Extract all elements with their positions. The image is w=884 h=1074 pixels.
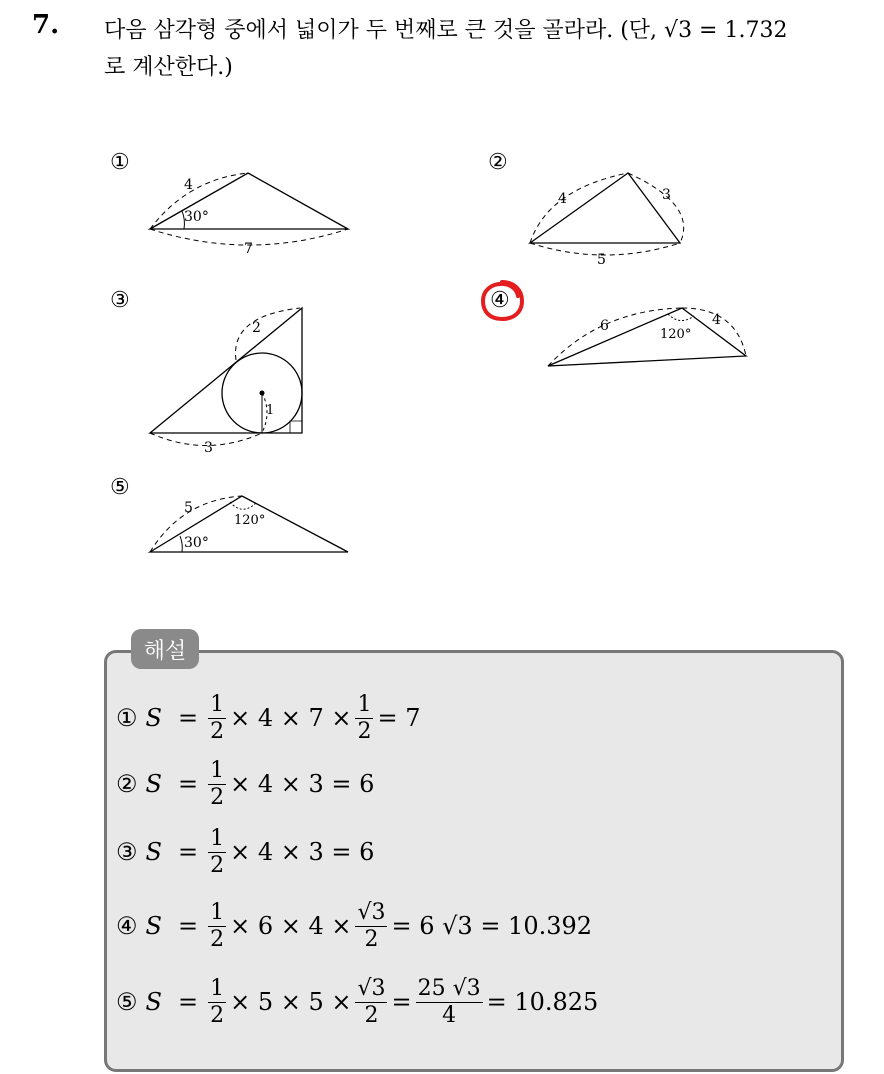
- triangle-2-side-b: 3: [662, 187, 671, 203]
- solution-row-5: ⑤ S = $\frac{1}{2}$ × 5 × 5 × $\frac{√3}{2}$ = $\frac{25 √3}{4}$ = 10.825: [116, 975, 599, 1028]
- solution-row-4: ④ S = $\frac{1}{2}$ × 6 × 4 × $\frac{√3}{2}$ = 6 √3 = 10.392: [116, 899, 593, 952]
- triangle-3-side-b: 3: [204, 440, 213, 456]
- choice-5-mark[interactable]: ⑤: [110, 475, 130, 500]
- solution-row-2-var: S: [145, 770, 162, 798]
- solution-row-4-mid: × 6 × 4 ×: [230, 912, 352, 940]
- solution-row-2: ② S = $\frac{1}{2}$ × 4 × 3 = 6: [116, 757, 375, 810]
- triangle-4-figure: [540, 300, 760, 380]
- solution-row-5-tail: =: [391, 988, 412, 1016]
- solution-row-1-tail: = 7: [377, 704, 421, 732]
- triangle-1-side-b: 7: [244, 241, 253, 257]
- triangle-1-angle: 30°: [184, 209, 209, 225]
- solution-row-3: ③ S = $\frac{1}{2}$ × 4 × 3 = 6: [116, 825, 375, 878]
- choice-4-mark[interactable]: ④: [490, 288, 510, 313]
- triangle-2-side-c: 5: [597, 252, 606, 268]
- solution-row-3-mid: × 4 × 3 = 6: [230, 838, 375, 866]
- solution-row-4-var: S: [145, 912, 162, 940]
- solution-row-3-var: S: [145, 838, 162, 866]
- solution-tag: 해설: [131, 629, 199, 669]
- triangle-2-figure: [520, 165, 700, 275]
- answer-circle-mark: [478, 278, 526, 324]
- triangle-4-side-a: 6: [600, 318, 609, 334]
- solution-row-1-mid: × 4 × 7 ×: [230, 704, 352, 732]
- solution-row-5-var: S: [145, 988, 162, 1016]
- triangle-3-side-a: 2: [252, 320, 261, 336]
- triangle-4-side-b: 4: [712, 312, 721, 328]
- triangle-5-angle-top: 120°: [234, 513, 266, 528]
- question-line-2: 로 계산한다.): [104, 55, 233, 80]
- triangle-5-side: 5: [184, 500, 193, 516]
- solution-row-1: ① S = $\frac{1}{2}$ × 4 × 7 × $\frac{1}{2}$ = 7: [116, 691, 421, 744]
- solution-row-3-label: ③: [116, 838, 138, 866]
- question-line-1: 다음 삼각형 중에서 넓이가 두 번째로 큰 것을 골라라. (단, √3 = 1.732: [104, 18, 788, 43]
- solution-row-2-label: ②: [116, 770, 138, 798]
- solution-row-5-label: ⑤: [116, 988, 138, 1016]
- triangle-4-angle: 120°: [660, 327, 692, 342]
- solution-row-4-tail: = 6 √3 = 10.392: [391, 912, 593, 940]
- triangle-1-side-a: 4: [184, 177, 193, 193]
- choice-1-mark[interactable]: ①: [110, 150, 130, 175]
- triangle-3-figure: [140, 300, 320, 460]
- solution-row-2-mid: × 4 × 3 = 6: [230, 770, 375, 798]
- triangle-3-radius: 1: [266, 403, 275, 418]
- triangle-5-figure: [140, 488, 360, 568]
- choice-2-mark[interactable]: ②: [488, 150, 508, 175]
- solution-row-1-var: S: [145, 704, 162, 732]
- solution-row-4-label: ④: [116, 912, 138, 940]
- solution-row-1-label: ①: [116, 704, 138, 732]
- question-number: 7.: [32, 10, 60, 40]
- triangle-5-angle-left: 30°: [184, 535, 209, 551]
- solution-row-5-mid: × 5 × 5 ×: [230, 988, 352, 1016]
- question-text: [104, 12, 874, 86]
- solution-row-5-tail2: = 10.825: [486, 988, 599, 1016]
- choice-3-mark[interactable]: ③: [110, 288, 130, 313]
- triangle-1-figure: [140, 165, 360, 260]
- triangle-2-side-a: 4: [558, 191, 567, 207]
